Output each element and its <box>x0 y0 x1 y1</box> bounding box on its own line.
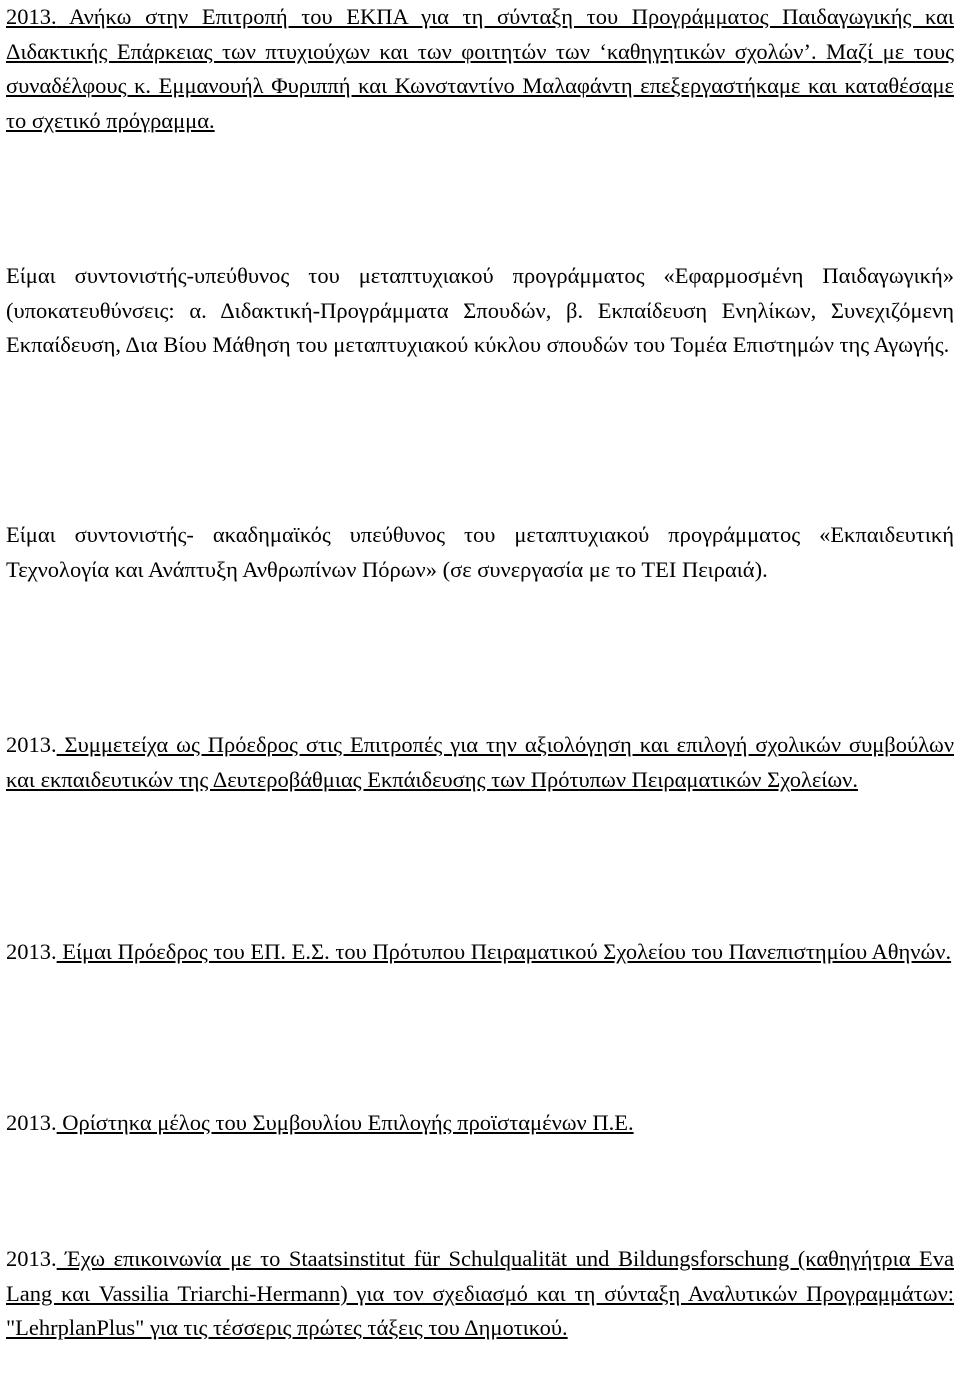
paragraph-year: 2013. <box>6 1246 57 1271</box>
paragraph-educational-technology <box>6 518 954 587</box>
paragraph-year: 2013. <box>6 732 57 757</box>
paragraph-year: 2013. <box>6 939 57 964</box>
paragraph-applied-pedagogy <box>6 259 954 363</box>
paragraph-text: Ανήκω στην Επιτροπή του ΕΚΠΑ για τη σύνταξη του Προγράμματος Παιδαγωγικής και Διδακτικής Επάρκειας των πτυχιούχων και των φοιτητών των ‘καθηγητικών σχολών’. Μαζί με τους συναδέλφους κ. Εμμανουήλ Φυριππή και Κωνσταντίνο Μαλαφάντη επεξεργαστήκαμε και καταθέσαμε το σχετικό πρόγραμμα. <box>6 4 954 134</box>
paragraph-text: Είμαι Πρόεδρος του ΕΠ. Ε.Σ. του Πρότυπου Πειραματικού Σχολείου του Πανεπιστημίου Αθηνών. <box>56 939 952 964</box>
paragraph-year: 2013. <box>6 4 57 29</box>
paragraph-staatsinstitut <box>6 1242 954 1346</box>
paragraph-text: Είμαι συντονιστής-υπεύθυνος του μεταπτυχιακού προγράμματος «Εφαρμοσμένη Παιδαγωγική» (υποκατευθύνσεις: α. Διδακτική-Προγράμματα Σπουδών, β. Εκπαίδευση Ενηλίκων, Συνεχιζόμενη Εκπαίδευση, Δια Βίου Μάθηση του μεταπτυχιακού κύκλου σπουδών του Τομέα Επιστημών της Αγωγής. <box>6 263 954 358</box>
paragraph-year: 2013. <box>6 1110 57 1135</box>
paragraph-evaluation-committees <box>6 728 954 797</box>
paragraph-experimental-school <box>6 935 954 970</box>
paragraph-text: Συμμετείχα ως Πρόεδρος στις Επιτροπές για την αξιολόγηση και επιλογή σχολικών συμβούλων και εκπαιδευτικών της Δευτεροβάθμιας Εκπάιδευσης των Πρότυπων Πειραματικών Σχολείων. <box>6 732 954 792</box>
paragraph-text: Ορίστηκα μέλος του Συμβουλίου Επιλογής προϊσταμένων Π.Ε. <box>56 1110 634 1135</box>
paragraph-text: Είμαι συντονιστής- ακαδημαϊκός υπεύθυνος του μεταπτυχιακού προγράμματος «Εκπαιδευτική Τεχνολογία και Ανάπτυξη Ανθρωπίνων Πόρων» (σε συνεργασία με το ΤΕΙ Πειραιά). <box>6 522 954 582</box>
paragraph-text: Έχω επικοινωνία με το Staatsinstitut für Schulqualität und Bildungsforschung (καθηγήτρια Eva Lang και Vassilia Triarchi-Hermann) για τον σχεδιασμό και τη σύνταξη Αναλυτικών Προγραμμάτων: "LehrplanPlus" για τις τέσσερις πρώτες τάξεις του Δημοτικού. <box>6 1246 954 1341</box>
paragraph-ekpa-committee <box>6 0 954 139</box>
paragraph-selection-council <box>6 1106 954 1141</box>
